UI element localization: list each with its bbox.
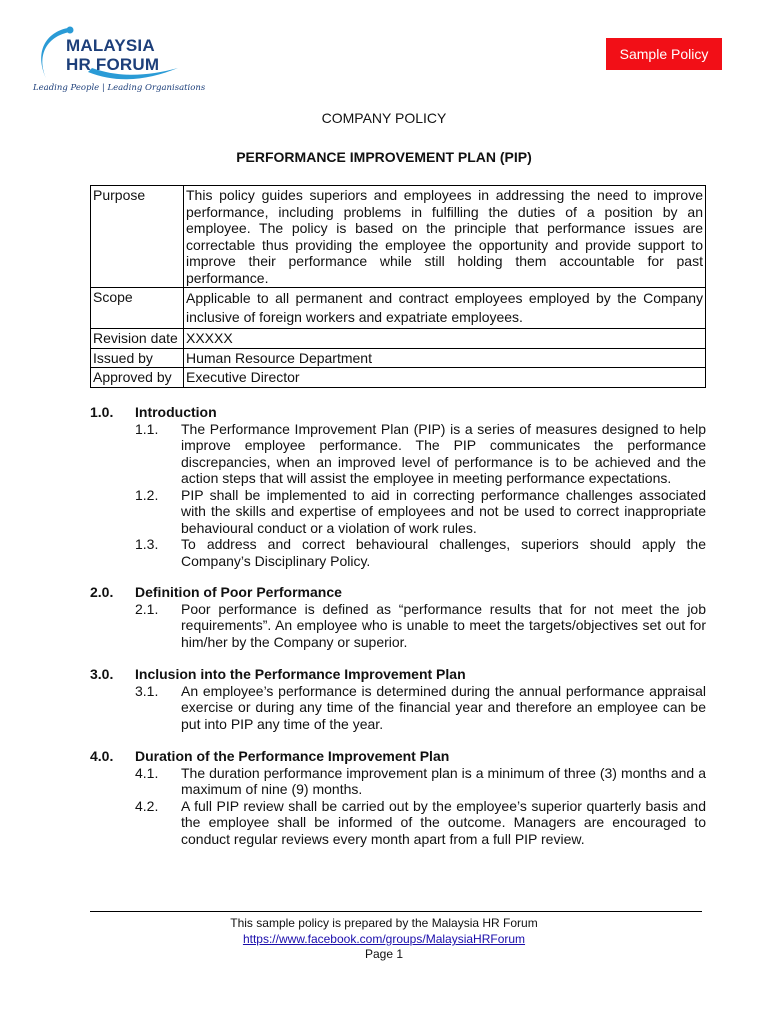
table-row: [91, 288, 706, 329]
section-introduction: [90, 404, 706, 569]
table-row: [91, 368, 706, 388]
list-item: [90, 798, 706, 848]
sample-policy-badge: Sample Policy: [606, 38, 722, 70]
section-poor-performance: [90, 584, 706, 650]
section-number: 4.0.: [90, 748, 114, 764]
page-number: Page 1: [364, 947, 404, 961]
section-title: Introduction: [135, 404, 217, 420]
item-number: 4.2.: [135, 797, 159, 814]
document-title: PERFORMANCE IMPROVEMENT PLAN (PIP): [236, 149, 532, 165]
row-value: This policy guides superiors and employees in addressing the need to improve performance, including problems in fulfilling the duties of a position by an employee. The policy is based on the principle that performance issues are correctable thus providing the employee the opportunity and provide support to improve their performance while still holding them accountable for past performance.: [184, 186, 706, 288]
footer-note: This sample policy is prepared by the Malaysia HR Forum: [230, 916, 538, 930]
item-number: 1.1.: [135, 420, 159, 437]
table-row: [91, 186, 706, 288]
item-text: PIP shall be implemented to aid in correcting performance challenges associated with the skills and expertise of employees and not be used to correct inappropriate behavioural conduct or a violation of work rules.: [181, 486, 706, 536]
row-value: Executive Director: [184, 368, 706, 388]
section-title: Duration of the Performance Improvement Plan: [135, 748, 450, 764]
malaysia-hr-forum-logo: [28, 22, 206, 102]
footer-divider: [90, 911, 702, 912]
item-number: 3.1.: [135, 682, 159, 699]
row-label: Purpose: [91, 186, 184, 288]
table-row: [91, 329, 706, 349]
item-number: 4.1.: [135, 764, 159, 781]
row-value: Human Resource Department: [184, 348, 706, 368]
list-item: [90, 487, 706, 537]
section-title: Inclusion into the Performance Improvement Plan: [135, 666, 466, 682]
logo-tagline: Leading People | Leading Organisations: [33, 83, 206, 93]
logo-line-1: MALAYSIA: [66, 36, 155, 55]
item-number: 1.2.: [135, 486, 159, 503]
item-text: The duration performance improvement plan is a minimum of three (3) months and a maximum of nine (9) months.: [181, 764, 706, 797]
list-item: [90, 765, 706, 798]
list-item: [90, 421, 706, 487]
item-number: 1.3.: [135, 536, 159, 552]
list-item: [90, 601, 706, 651]
section-duration: [90, 748, 706, 847]
item-text: Poor performance is defined as “performance results that for not meet the job requirements”. An employee who is unable to meet the targets/objectives set out for him/her by the Company or superior.: [181, 600, 706, 650]
facebook-group-link[interactable]: https://www.facebook.com/groups/MalaysiaHRForum: [242, 932, 526, 946]
item-text: A full PIP review shall be carried out by the employee’s superior quarterly basis and the employee shall be informed of the outcome. Managers are encouraged to conduct regular reviews every month apart from a full PIP review.: [181, 797, 706, 847]
item-text: To address and correct behavioural challenges, superiors should apply the Company’s Disciplinary Policy.: [181, 536, 706, 569]
item-number: 2.1.: [135, 600, 159, 617]
row-value: XXXXX: [184, 329, 706, 349]
row-label: Approved by: [91, 368, 184, 388]
row-label: Issued by: [91, 348, 184, 368]
section-number: 3.0.: [90, 666, 114, 682]
row-value: Applicable to all permanent and contract employees employed by the Company inclusive of foreign workers and expatriate employees.: [184, 288, 706, 329]
logo-line-2: HR FORUM: [66, 55, 160, 74]
company-policy-heading: COMPANY POLICY: [321, 110, 447, 126]
row-label: Revision date: [91, 329, 184, 349]
list-item: [90, 683, 706, 733]
list-item: [90, 536, 706, 569]
item-text: An employee’s performance is determined during the annual performance appraisal exercise or during any time of the financial year and therefore an employee can be put into PIP any time of the year.: [181, 682, 706, 732]
table-row: [91, 348, 706, 368]
item-text: The Performance Improvement Plan (PIP) is a series of measures designed to help improve employee performance. The PIP communicates the performance discrepancies, when an improved level of performance is to be achieved and the action steps that will assist the employee in meeting performance expectations.: [181, 420, 706, 486]
section-title: Definition of Poor Performance: [135, 584, 342, 600]
section-number: 2.0.: [90, 584, 114, 600]
row-label: Scope: [91, 288, 184, 329]
section-number: 1.0.: [90, 404, 114, 420]
policy-info-table: [90, 185, 706, 388]
section-inclusion: [90, 666, 706, 732]
